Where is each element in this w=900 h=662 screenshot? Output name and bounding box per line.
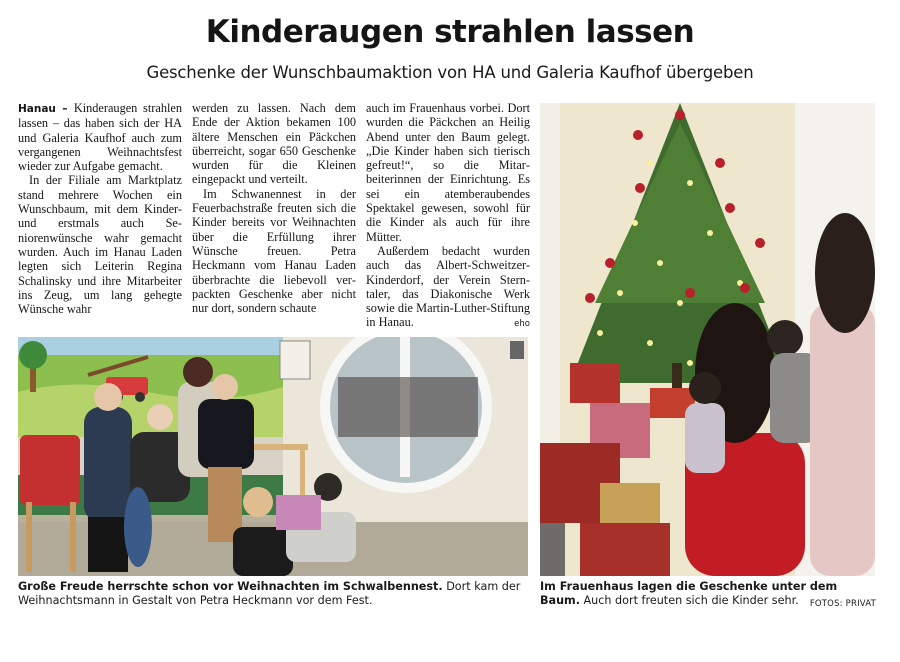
photo-illustration: [540, 103, 875, 576]
photo-caption-left: [18, 580, 530, 608]
paragraph-text: Außerdem bedacht wurden auch das Albert-Schweitzer-Kinderdorf, der Verein Sterntaler, das Diakonische Werk sowie die Martin-Luther-Stiftung in Hanau.: [366, 243, 530, 330]
article-column-3: [366, 101, 530, 332]
photo-credit: FOTOS: PRIVAT: [809, 599, 876, 609]
caption-bold: Große Freude herrschte schon vor Weihnachten im Schwalbennest.: [18, 580, 443, 593]
caption-text: Dort kam der Weihnachtsmann in Gestalt von Petra Heckmann vor dem Fest.: [18, 580, 521, 607]
photo-schwalbennest: [18, 337, 528, 576]
subheadline: Geschenke der Wunschbaumaktion von HA und Galeria Kaufhof übergeben: [146, 63, 754, 82]
dateline: Hanau –: [18, 103, 74, 115]
photo-illustration: [18, 337, 528, 576]
caption-bold: Im Frauenhaus lagen die Geschenke unter dem Baum.: [540, 580, 838, 607]
paragraph-text: Kinderaugen strahlen lassen – das haben sich der HA und Galeria Kaufhof auch zum vergangenen Weihnachtsfest wieder zur Aufgabe gemacht.: [18, 101, 182, 174]
paragraph: [366, 244, 530, 330]
caption-text: Auch dort freuten sich die Kinder sehr.: [579, 594, 799, 607]
paragraph: [18, 101, 182, 173]
article-column-1: [18, 101, 182, 316]
paragraph: In der Filiale am Marktplatz stand mehrere Wochen ein Wunschbaum, mit dem Kinder- und erstmals auch Seniorenwünsche wahr gemacht wurden. Auch im Hanau Laden legten sich Leiterin Regina Schalinsky und ihre Mitarbeiter ins Zeug, um lang gehegte Wünsche wahr: [18, 173, 182, 317]
paragraph: werden zu lassen. Nach dem Ende der Aktion bekamen 100 ältere Menschen ein Päckchen überreicht, sogar 650 Geschenke wurden für die Kleinen eingepackt und verteilt.: [192, 101, 356, 187]
photo-caption-right: [540, 580, 876, 611]
headline: Kinderaugen strahlen lassen: [205, 14, 695, 50]
author-initials: eho: [514, 319, 530, 330]
paragraph: auch im Frauenhaus vorbei. Dort wurden die Päckchen an Heilig Abend unter den Baum gelegt. „Die Kinder haben sich tierisch gefreut!“, so die Mitarbeiterinnen der Einrichtung. Es sei ein atemberaubendes Spektakel gewesen, sowohl für die Kinder als auch für ihre Mütter.: [366, 101, 530, 244]
paragraph: Im Schwanennest in der Feuerbachstraße freuten sich die Kinder bereits vor Weihnachten über die Erfüllung ihrer Wünsche freuen. Petra Heckmann vom Hanau Laden überbrachte die liebevoll verpackten Geschenke aber nicht nur dort, sondern schaute: [192, 186, 356, 316]
photo-frauenhaus: [540, 103, 875, 576]
article-column-2: [192, 101, 356, 315]
